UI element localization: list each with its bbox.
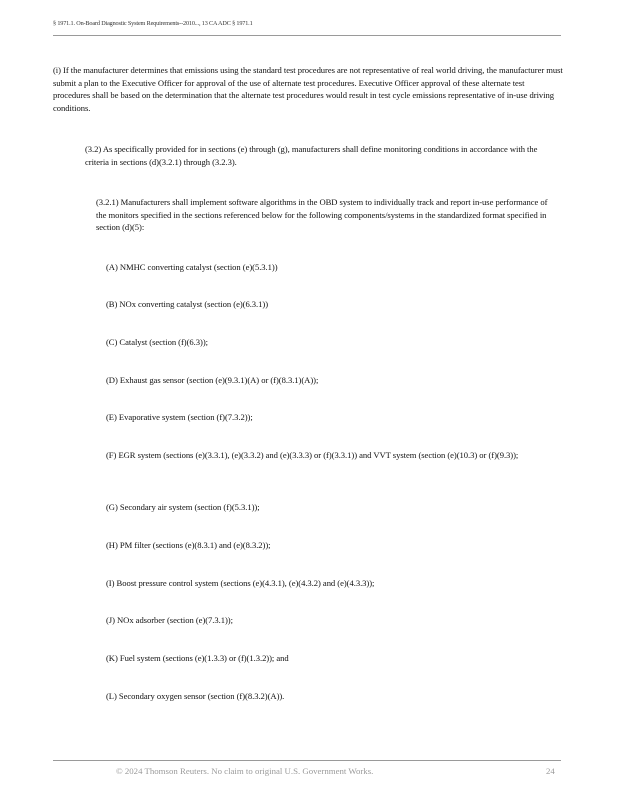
list-item-c: (C) Catalyst (section (f)(6.3)); [106,337,208,347]
copyright-notice: © 2024 Thomson Reuters. No claim to original U.S. Government Works. [116,766,374,776]
list-item-g: (G) Secondary air system (section (f)(5.3.1)); [106,502,260,512]
list-item-h: (H) PM filter (sections (e)(8.3.1) and (e)(8.3.2)); [106,540,271,550]
list-item-i: (I) Boost pressure control system (sections (e)(4.3.1), (e)(4.3.2) and (e)(4.3.3)); [106,578,375,588]
list-item-d: (D) Exhaust gas sensor (section (e)(9.3.1)(A) or (f)(8.3.1)(A)); [106,375,319,385]
list-item-e: (E) Evaporative system (section (f)(7.3.2)); [106,412,253,422]
list-item-k: (K) Fuel system (sections (e)(1.3.3) or (f)(1.3.2)); and [106,653,289,663]
paragraph-i: (i) If the manufacturer determines that emissions using the standard test procedures are not representative of real world driving, the manufacturer must submit a plan to the Executive Officer for approval of the use of alternate test procedures. Executive Officer approval of these alternate test procedures shall be based on the determination that the alternate test procedures would result in test cycle emissions representative of in-use driving conditions. [53,65,563,113]
page-number: 24 [546,766,555,776]
list-item-j: (J) NOx adsorber (section (e)(7.3.1)); [106,615,233,625]
paragraph-3-2: (3.2) As specifically provided for in sections (e) through (g), manufacturers shall define monitoring conditions in accordance with the criteria in sections (d)(3.2.1) through (3.2.3). [85,144,538,167]
list-item-l: (L) Secondary oxygen sensor (section (f)(8.3.2)(A)). [106,691,285,701]
header-divider [53,35,561,36]
running-header: § 1971.1. On-Board Diagnostic System Requirements--2010..., 13 CA ADC § 1971.1 [53,20,253,27]
list-item-b: (B) NOx converting catalyst (section (e)(6.3.1)) [106,299,269,309]
paragraph-3-2-1: (3.2.1) Manufacturers shall implement software algorithms in the OBD system to individually track and report in-use performance of the monitors specified in the sections referenced below for the following components/systems in the standardized format specified in section (d)(5): [96,197,548,232]
footer-divider [53,760,561,761]
list-item-f: (F) EGR system (sections (e)(3.3.1), (e)(3.3.2) and (e)(3.3.3) or (f)(3.3.1)) and VVT system (section (e)(10.3) or (f)(9.3)); [106,450,519,460]
list-item-a: (A) NMHC converting catalyst (section (e)(5.3.1)) [106,262,278,272]
